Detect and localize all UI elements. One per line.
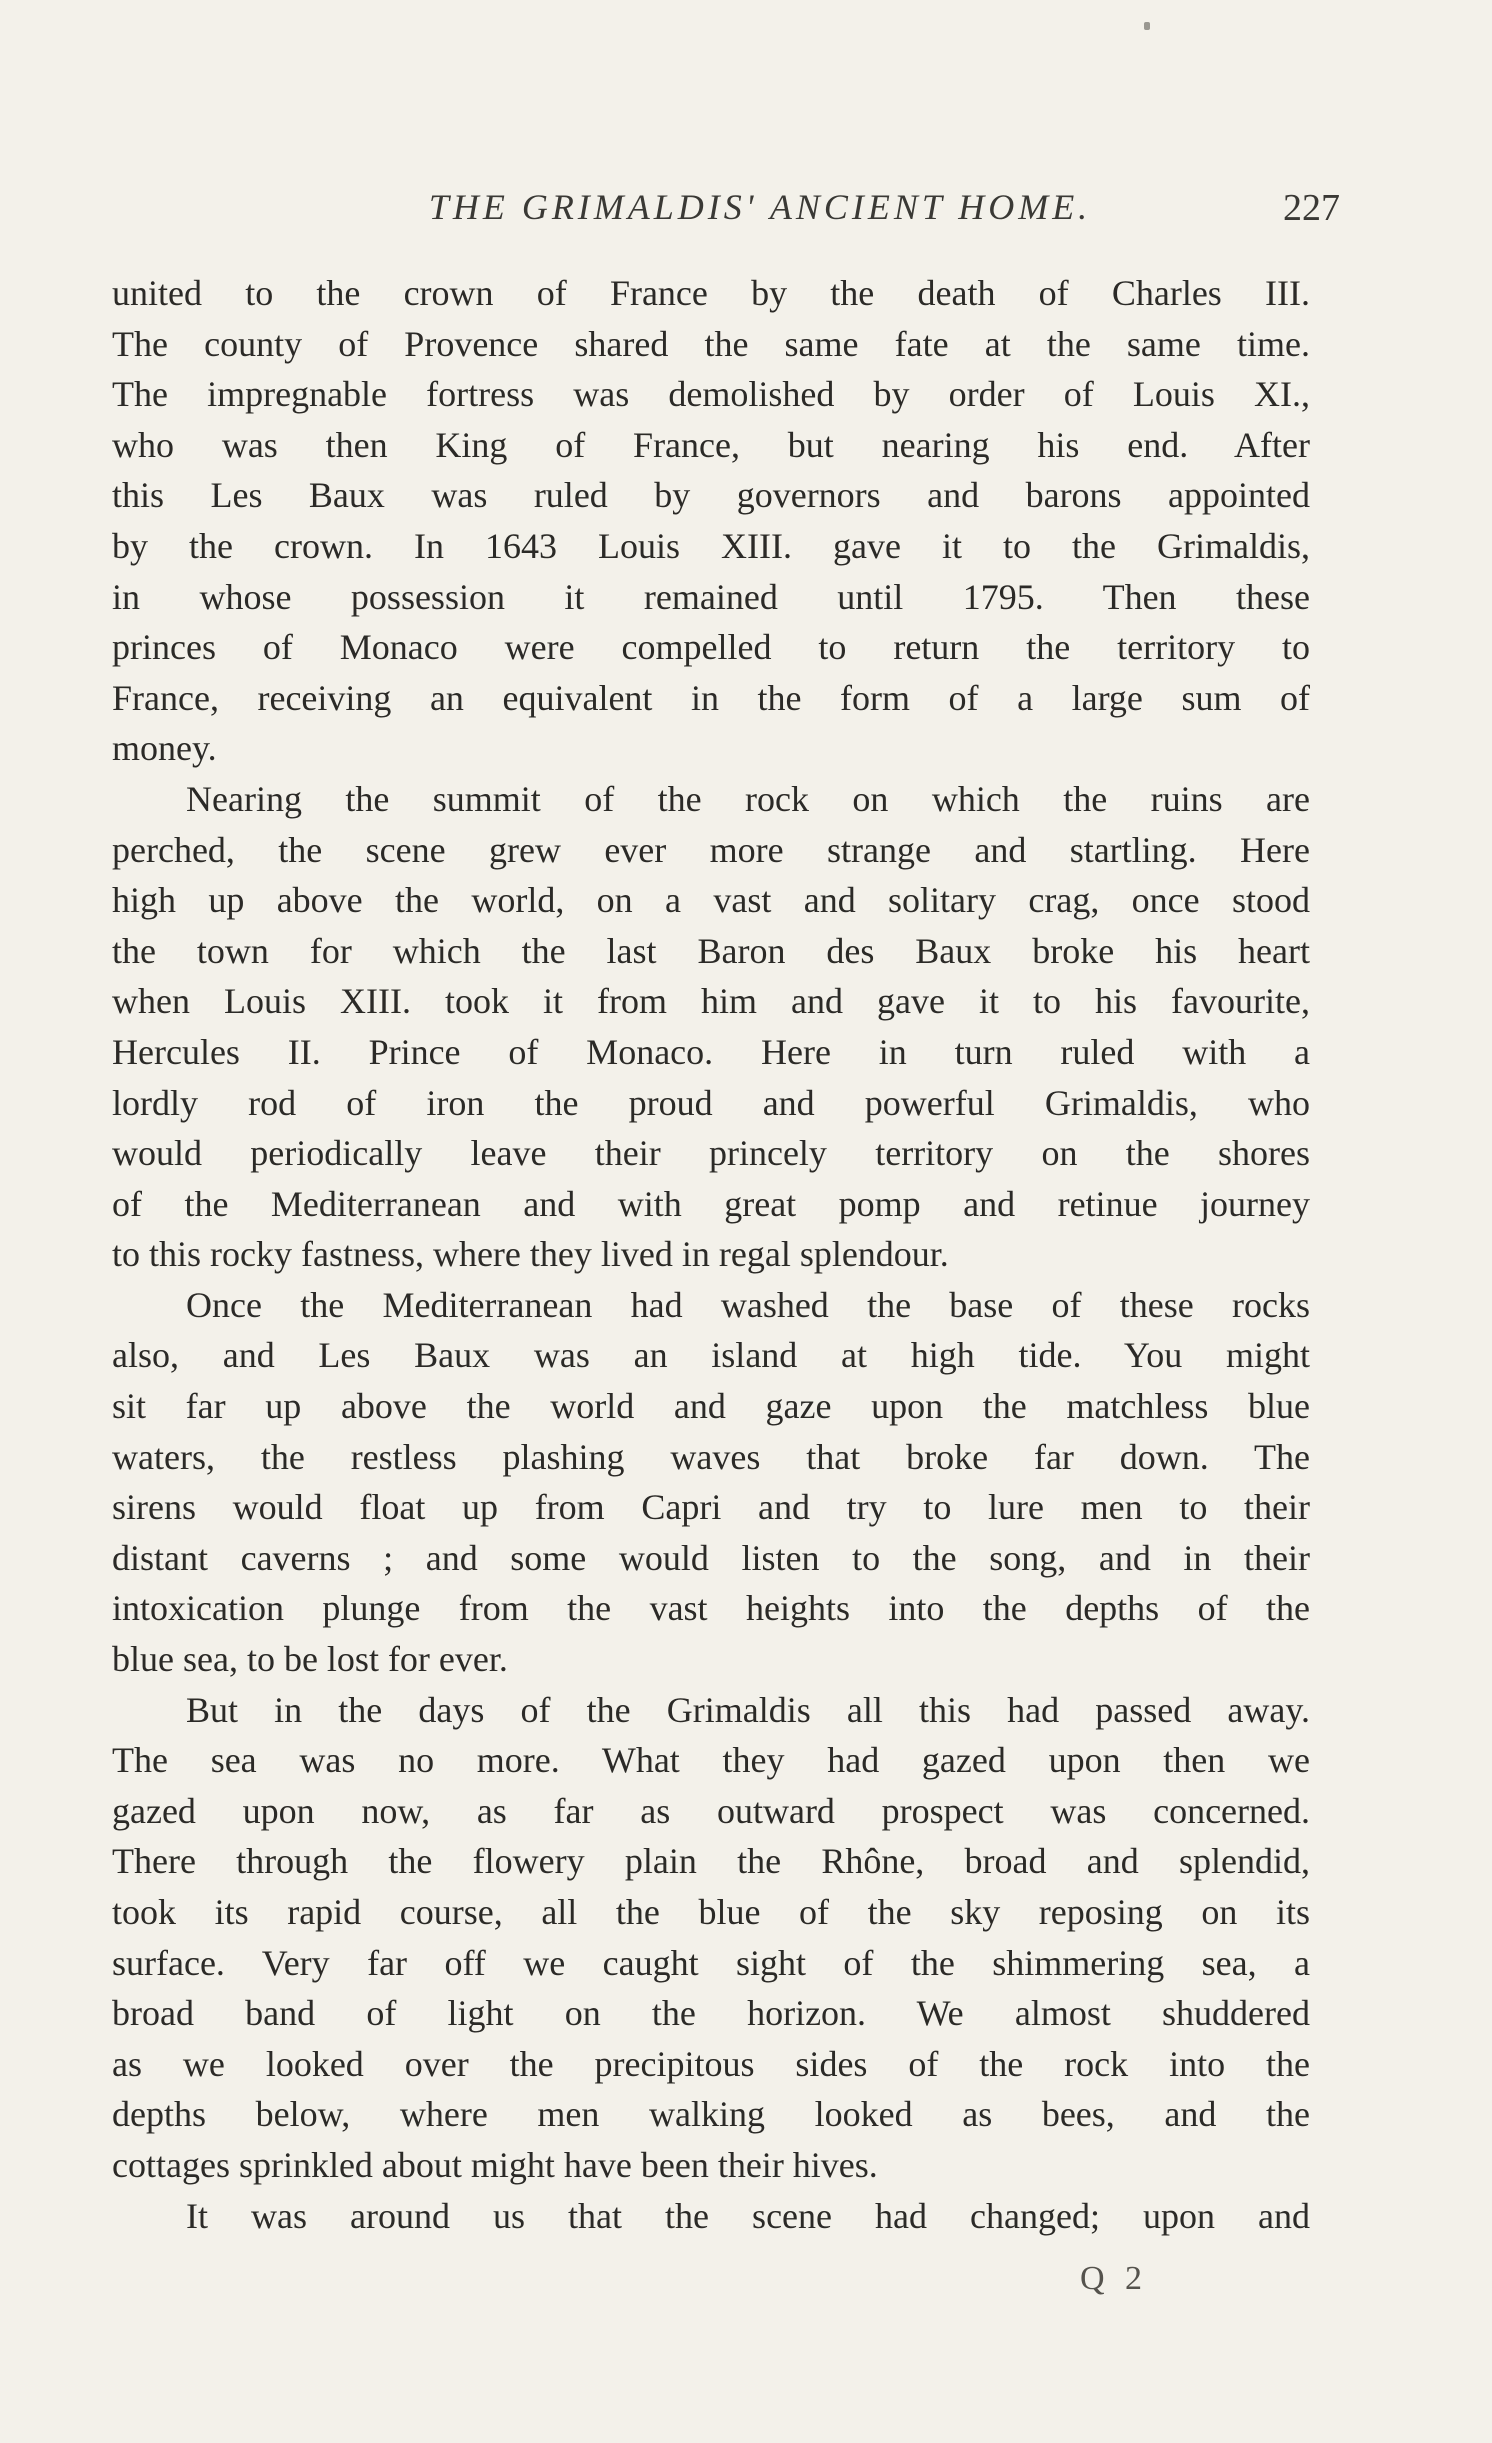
text-line: would periodically leave their princely territory on the shores	[112, 1133, 1310, 1174]
text-line: perched, the scene grew ever more strange and startling. Here	[112, 829, 1310, 870]
text-line: The impregnable fortress was demolished by order of Louis XI.,	[112, 374, 1310, 415]
text-line: distant caverns ; and some would listen to the song, and in their	[112, 1537, 1310, 1578]
text-line: waters, the restless plashing waves that broke far down. The	[112, 1436, 1310, 1477]
text-line: Once the Mediterranean had washed the base of these rocks	[186, 1284, 1310, 1325]
body-text	[112, 268, 1310, 2241]
text-line: lordly rod of iron the proud and powerful Grimaldis, who	[112, 1082, 1310, 1123]
text-line: But in the days of the Grimaldis all this had passed away.	[186, 1689, 1310, 1730]
text-line: Hercules II. Prince of Monaco. Here in turn ruled with a	[112, 1031, 1310, 1072]
text-line: depths below, where men walking looked as bees, and the	[112, 2094, 1310, 2135]
text-line: cottages sprinkled about might have been their hives.	[112, 2144, 878, 2185]
text-line: Nearing the summit of the rock on which the ruins are	[186, 778, 1310, 819]
text-line: princes of Monaco were compelled to return the territory to	[112, 627, 1310, 668]
text-line: of the Mediterranean and with great pomp and retinue journey	[112, 1183, 1310, 1224]
text-line: It was around us that the scene had changed; upon and	[186, 2195, 1310, 2236]
text-line: in whose possession it remained until 1795. Then these	[112, 576, 1310, 617]
text-line: The sea was no more. What they had gazed upon then we	[112, 1740, 1310, 1781]
page-number: 227	[1283, 187, 1340, 229]
text-line: this Les Baux was ruled by governors and barons appointed	[112, 475, 1310, 516]
text-line: to this rocky fastness, where they lived in regal splendour.	[112, 1234, 949, 1275]
text-line: surface. Very far off we caught sight of the shimmering sea, a	[112, 1942, 1310, 1983]
text-line: money.	[112, 728, 217, 769]
text-line: as we looked over the precipitous sides of the rock into the	[112, 2043, 1310, 2084]
text-line: also, and Les Baux was an island at high tide. You might	[112, 1335, 1310, 1376]
text-line: sirens would float up from Capri and try to lure men to their	[112, 1487, 1310, 1528]
text-line: high up above the world, on a vast and solitary crag, once stood	[112, 880, 1310, 921]
text-line: took its rapid course, all the blue of the sky reposing on its	[112, 1892, 1310, 1932]
text-line: united to the crown of France by the death of Charles III.	[112, 273, 1310, 313]
text-line: by the crown. In 1643 Louis XIII. gave it to the Grimaldis,	[112, 525, 1310, 566]
text-line: the town for which the last Baron des Baux broke his heart	[112, 930, 1310, 971]
text-line: intoxication plunge from the vast heights into the depths of the	[112, 1588, 1310, 1629]
print-speck	[1144, 22, 1150, 30]
running-title: THE GRIMALDIS' ANCIENT HOME.	[428, 187, 1092, 227]
text-line: gazed upon now, as far as outward prospect was concerned.	[112, 1790, 1310, 1831]
text-line: who was then King of France, but nearing his end. After	[112, 424, 1310, 465]
text-line: broad band of light on the horizon. We almost shuddered	[112, 1993, 1310, 2034]
text-line: blue sea, to be lost for ever.	[112, 1639, 508, 1680]
text-line: France, receiving an equivalent in the form of a large sum of	[112, 677, 1310, 718]
running-head	[110, 180, 1340, 240]
signature-mark: Q 2	[1080, 2260, 1149, 2297]
text-line: The county of Provence shared the same fate at the same time.	[112, 323, 1310, 364]
text-line: sit far up above the world and gaze upon the matchless blue	[112, 1386, 1310, 1427]
text-line: There through the flowery plain the Rhône, broad and splendid,	[112, 1841, 1310, 1882]
text-line: when Louis XIII. took it from him and gave it to his favourite,	[112, 981, 1310, 1022]
